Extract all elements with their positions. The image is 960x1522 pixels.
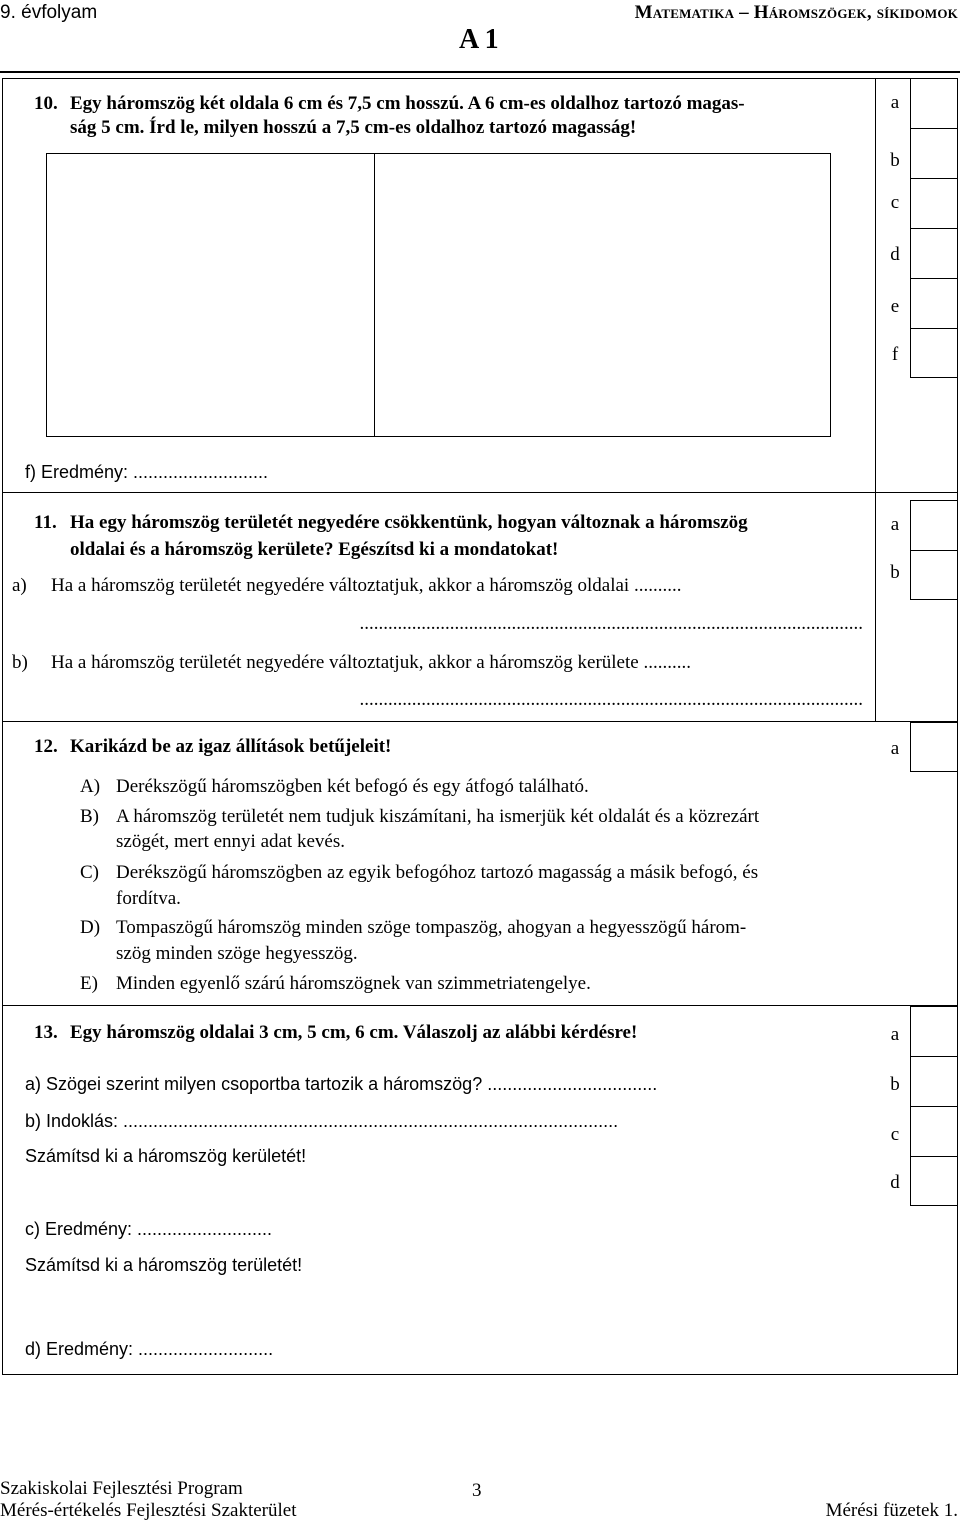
footer-booklet: Mérési füzetek 1. [825, 1500, 958, 1521]
q11-a-label: a) [12, 575, 27, 596]
q13-task-perimeter: Számítsd ki a háromszög kerületét! [25, 1146, 307, 1166]
q10-number: 10. [34, 93, 58, 114]
q11-score-a: a [890, 514, 900, 535]
q13-line-b[interactable]: b) Indoklás: ................................................................................................... [25, 1111, 619, 1131]
q13-task-area: Számítsd ki a háromszög területét! [25, 1255, 303, 1275]
q12-option-e-text: Minden egyenlő szárú háromszögnek van szimmetriatengelye. [116, 973, 591, 994]
subject-title: Matematika – Háromszögek, síkidomok [634, 2, 958, 23]
q11-number: 11. [34, 512, 57, 533]
q10-score-line [910, 128, 958, 129]
q10-score-line [910, 278, 958, 279]
q13-result-c[interactable]: c) Eredmény: ........................... [25, 1219, 273, 1239]
q11-a-answer-line[interactable]: .......................................................................................................... [359, 613, 863, 634]
q10-area-separator [374, 153, 375, 437]
header-rule [0, 71, 960, 73]
q13-title: Egy háromszög oldalai 3 cm, 5 cm, 6 cm. Válaszolj az alábbi kérdésre! [70, 1022, 638, 1043]
q11-b-text: Ha a háromszög területét negyedére változtatjuk, akkor a háromszög kerülete .......... [51, 652, 691, 673]
q13-number: 13. [34, 1022, 58, 1043]
q12-option-c-text: Derékszögű háromszögben az egyik befogóhoz tartozó magasság a másik befogó, és [116, 862, 759, 883]
q13-result-d[interactable]: d) Eredmény: ........................... [25, 1339, 274, 1359]
q10-text-line2: ság 5 cm. Írd le, milyen hosszú a 7,5 cm-es oldalhoz tartozó magasság! [70, 117, 637, 138]
q10-score-b: b [890, 150, 900, 171]
q10-score-f: f [891, 344, 899, 365]
footer-program: Szakiskolai Fejlesztési Program [0, 1478, 243, 1499]
q13-line-a[interactable]: a) Szögei szerint milyen csoportba tartozik a háromszög? .................................. [25, 1074, 658, 1094]
q12-option-a-text: Derékszögű háromszögben két befogó és egy átfogó található. [116, 776, 589, 797]
q13-score-c: c [890, 1124, 900, 1145]
q11-a-text: Ha a háromszög területét negyedére változtatjuk, akkor a háromszög oldalai .......... [51, 575, 682, 596]
q12-option-d-text: Tompaszögű háromszög minden szöge tompaszög, ahogyan a hegyesszögű három- [116, 917, 747, 938]
q12-option-e-letter[interactable]: E) [80, 973, 98, 994]
q10-score-e: e [890, 296, 900, 317]
divider-q10-q11 [2, 492, 958, 493]
test-code: A 1 [459, 24, 499, 55]
q10-score-line [910, 178, 958, 179]
q11-text-line2: oldalai és a háromszög kerülete? Egészítsd ki a mondatokat! [70, 539, 559, 560]
q13-score-line [910, 1156, 958, 1157]
q10-score-line [910, 328, 958, 329]
q10-score-line [910, 228, 958, 229]
q10-result: f) Eredmény: ........................... [25, 462, 269, 482]
q10-score-c: c [890, 192, 900, 213]
q12-option-d-letter[interactable]: D) [80, 917, 101, 938]
q12-option-b-text-cont: szögét, mert ennyi adat kevés. [116, 831, 345, 852]
q12-option-b-text: A háromszög területét nem tudjuk kiszámítani, ha ismerjük két oldalát és a közrezárt [116, 806, 760, 827]
grade-label: 9. évfolyam [0, 2, 98, 23]
divider-q11-q12 [2, 721, 958, 722]
q11-b-answer-line[interactable]: .......................................................................................................... [359, 689, 863, 710]
divider-q12-q13 [2, 1005, 958, 1006]
q11-b-label: b) [12, 652, 28, 673]
q10-score-d: d [890, 244, 900, 265]
q12-option-a-letter[interactable]: A) [80, 776, 101, 797]
q11-text-line1: Ha egy háromszög területét negyedére csökkentünk, hogyan változnak a háromszög [70, 512, 748, 533]
q12-option-b-letter[interactable]: B) [80, 806, 99, 827]
q13-score-b: b [890, 1074, 900, 1095]
q10-text-line1: Egy háromszög két oldala 6 cm és 7,5 cm hosszú. A 6 cm-es oldalhoz tartozó magas- [70, 93, 745, 114]
q12-option-c-letter[interactable]: C) [80, 862, 99, 883]
score-column-divider [875, 78, 876, 721]
q12-score-box[interactable] [910, 722, 958, 772]
q13-score-line [910, 1056, 958, 1057]
q12-option-d-text-cont: szög minden szöge hegyesszög. [116, 943, 358, 964]
q13-score-d: d [890, 1172, 900, 1193]
q12-number: 12. [34, 736, 58, 757]
q13-score-line [910, 1106, 958, 1107]
q12-option-c-text-cont: fordítva. [116, 888, 181, 909]
q10-answer-area[interactable] [46, 153, 831, 437]
q11-score-line [910, 550, 958, 551]
page-number: 3 [472, 1480, 482, 1501]
footer-area: Mérés-értékelés Fejlesztési Szakterület [0, 1500, 297, 1521]
q12-title: Karikázd be az igaz állítások betűjeleit! [70, 736, 392, 757]
q11-score-b: b [890, 562, 900, 583]
q12-score-a: a [890, 738, 900, 759]
q10-score-a: a [890, 92, 900, 113]
q13-score-a: a [890, 1024, 900, 1045]
